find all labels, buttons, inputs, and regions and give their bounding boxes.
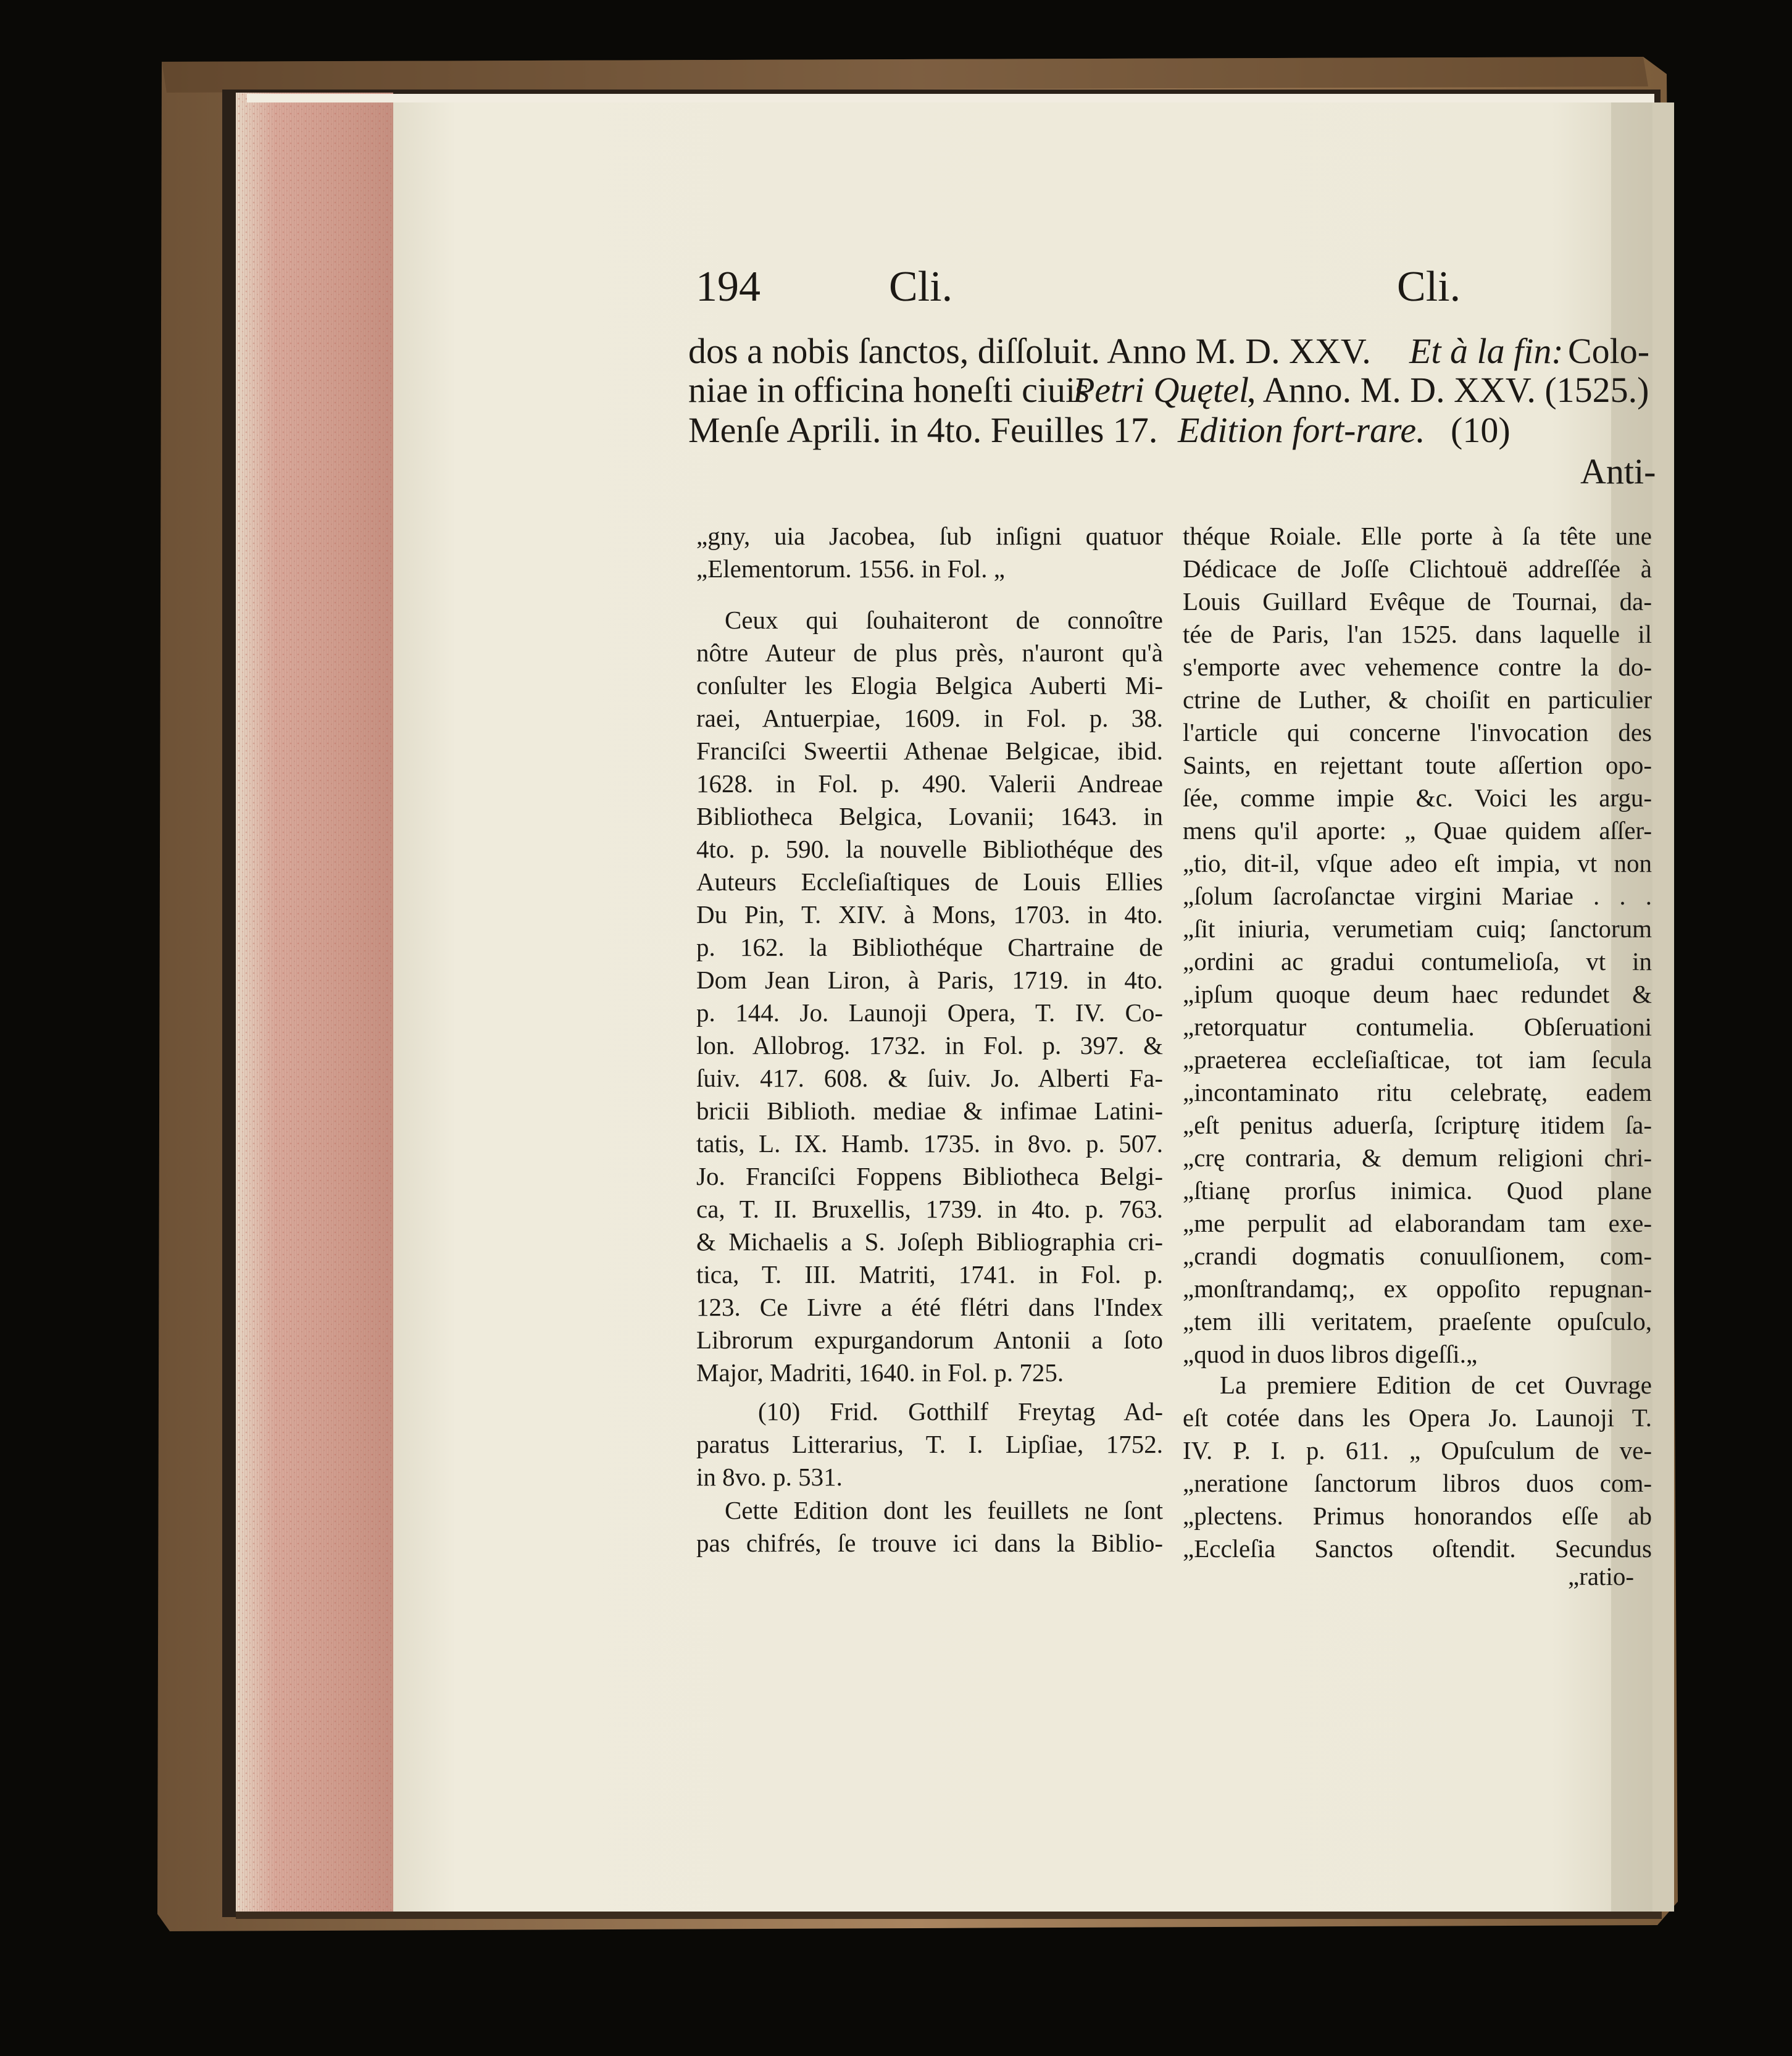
text-line: „monſtrandamq;, ex oppoſito repugnan-: [1183, 1274, 1652, 1303]
text-line: La premiere Edition de cet Ouvrage: [1220, 1371, 1652, 1399]
catchword-anti: Anti-: [1580, 451, 1656, 491]
text-line: Jo. Franciſci Foppens Bibliotheca Belgi-: [696, 1162, 1163, 1190]
text-line: „Elementorum. 1556. in Fol. „: [696, 554, 1005, 583]
text-line: „tio, dit-il, vſque adeo eſt impia, vt non: [1183, 849, 1652, 877]
text-line: tée de Paris, l'an 1525. dans laquelle il: [1183, 620, 1652, 648]
text-line: „crę contraria, & demum religioni chri-: [1183, 1143, 1652, 1172]
text-line: „tem illi veritatem, praeſente opuſculo,: [1183, 1307, 1652, 1335]
left-paragraph-edition: [696, 1494, 1163, 1560]
text-line: tatis, L. IX. Hamb. 1735. in 8vo. p. 507.: [696, 1129, 1163, 1158]
text-line: 123. Ce Livre a été flétri dans l'Index: [696, 1293, 1163, 1321]
text-line: „ipſum quoque deum haec redundet &: [1183, 980, 1652, 1008]
intro-line-1-end: Colo-: [1568, 331, 1650, 371]
text-line: paratus Litterarius, T. I. Lipſiae, 1752.: [696, 1430, 1163, 1458]
text-line: Ceux qui ſouhaiteront de connoître: [725, 606, 1163, 634]
running-head-right: Cli.: [1397, 263, 1461, 311]
text-line: mens qu'il aporte: „ Quae quidem aſſer-: [1183, 816, 1652, 845]
text-line: Dédicace de Joſſe Clichtouë addreſſée à: [1183, 554, 1652, 583]
text-line: „ſit iniuria, verumetiam cuiq; ſanctorum: [1183, 914, 1652, 943]
text-line: raei, Antuerpiae, 1609. in Fol. p. 38.: [696, 704, 1163, 732]
text-line: ca, T. II. Bruxellis, 1739. in 4to. p. 763.: [696, 1195, 1163, 1223]
text-line: Librorum expurgandorum Antonii a ſoto: [696, 1326, 1163, 1354]
text-line: (10) Frid. Gotthilf Freytag Ad-: [758, 1397, 1163, 1426]
text-line: Cette Edition dont les feuillets ne ſont: [725, 1496, 1163, 1524]
text-line: IV. P. I. p. 611. „ Opuſculum de ve-: [1183, 1436, 1652, 1465]
text-line: l'article qui concerne l'invocation des: [1183, 718, 1652, 746]
text-line: „quod in duos libros digeſſi.„: [1183, 1340, 1478, 1368]
text-line: Saints, en rejettant toute aſſertion opo-: [1183, 751, 1652, 779]
text-line: „eſt penitus aduerſa, ſcripturę itidem ſa-: [1183, 1111, 1652, 1139]
text-line: bricii Biblioth. mediae & infimae Latini-: [696, 1097, 1163, 1125]
text-line: in 8vo. p. 531.: [696, 1463, 843, 1491]
catchword-ratio: „ratio-: [1568, 1562, 1634, 1590]
left-footnote: [696, 1395, 1163, 1494]
left-quote-end: [696, 520, 1163, 585]
intro-line-2-name: Petri Quętel: [1073, 370, 1249, 410]
text-line: „ſtianę prorſus inimica. Quod plane: [1183, 1176, 1652, 1205]
page-number: 194: [696, 263, 761, 311]
text-line: ctrine de Luther, & choiſit en particulier: [1183, 685, 1652, 714]
text-line: lon. Allobrog. 1732. in Fol. p. 397. &: [696, 1031, 1163, 1059]
text-line: „crandi dogmatis conuulſionem, com-: [1183, 1242, 1652, 1270]
text-line: Bibliotheca Belgica, Lovanii; 1643. in: [696, 802, 1163, 830]
text-line: Dom Jean Liron, à Paris, 1719. in 4to.: [696, 966, 1163, 994]
intro-line-2-end: , Anno. M. D. XXV. (1525.): [1247, 370, 1649, 410]
text-line: conſulter les Elogia Belgica Auberti Mi-: [696, 671, 1163, 700]
text-line: 1628. in Fol. p. 490. Valerii Andreae: [696, 769, 1163, 798]
text-line: Major, Madriti, 1640. in Fol. p. 725.: [696, 1358, 1064, 1387]
text-line: théque Roiale. Elle porte à ſa tête une: [1183, 522, 1652, 550]
text-line: „retorquatur contumelia. Obſeruationi: [1183, 1013, 1652, 1041]
text-line: Auteurs Eccleſiaſtiques de Louis Ellies: [696, 867, 1163, 896]
text-line: Du Pin, T. XIV. à Mons, 1703. in 4to.: [696, 900, 1163, 929]
intro-line-3: Menſe Aprili. in 4to. Feuilles 17.: [688, 410, 1158, 450]
text-line: Louis Guillard Evêque de Tournai, da-: [1183, 587, 1652, 616]
text-line: „gny, uia Jacobea, ſub inſigni quatuor: [696, 522, 1163, 550]
text-line: & Michaelis a S. Joſeph Bibliographia cri-: [696, 1227, 1163, 1256]
text-line: nôtre Auteur de plus près, n'auront qu'à: [696, 638, 1163, 667]
text-line: ſuiv. 417. 608. & ſuiv. Jo. Alberti Fa-: [696, 1064, 1163, 1092]
footnote-ref: (10): [1451, 410, 1511, 450]
intro-line-3-italic: Edition fort-rare.: [1178, 410, 1425, 450]
text-line: „ordini ac gradui contumelioſa, vt in: [1183, 947, 1652, 976]
text-line: „praeterea eccleſiaſticae, tot iam ſecula: [1183, 1045, 1652, 1074]
left-paragraph-references: [696, 604, 1163, 1389]
text-line: eſt cotée dans les Opera Jo. Launoji T.: [1183, 1403, 1652, 1432]
text-line: „ſolum ſacroſanctae virgini Mariae . . .: [1183, 882, 1652, 910]
intro-line-1-italic: Et à la fin:: [1409, 331, 1564, 371]
right-paragraph-dedication: [1183, 520, 1652, 1371]
text-line: p. 162. la Bibliothéque Chartraine de: [696, 933, 1163, 961]
text-line: p. 144. Jo. Launoji Opera, T. IV. Co-: [696, 998, 1163, 1027]
text-line: pas chifrés, ſe trouve ici dans la Biblio-: [696, 1529, 1163, 1557]
text-line: „Eccleſia Sanctos oſtendit. Secundus: [1183, 1534, 1652, 1563]
intro-line-1: dos a nobis ſanctos, diſſoluit. Anno M. D. XXV.: [688, 331, 1371, 371]
text-line: 4to. p. 590. la nouvelle Bibliothéque des: [696, 835, 1163, 863]
text-line: tica, T. III. Matriti, 1741. in Fol. p.: [696, 1260, 1163, 1289]
text-line: ſée, comme impie &c. Voici les argu-: [1183, 784, 1652, 812]
right-paragraph-first-edition: [1183, 1369, 1652, 1565]
text-line: „me perpulit ad elaborandam tam exe-: [1183, 1209, 1652, 1237]
text-line: s'emporte avec vehemence contre la do-: [1183, 653, 1652, 681]
text-line: „incontaminato ritu celebratę, eadem: [1183, 1078, 1652, 1106]
text-line: „plectens. Primus honorandos eſſe ab: [1183, 1502, 1652, 1530]
text-line: „neratione ſanctorum libros duos com-: [1183, 1469, 1652, 1497]
text-line: Franciſci Sweertii Athenae Belgicae, ibid.: [696, 737, 1163, 765]
intro-line-2: niae in officina honeſti ciuis: [688, 370, 1090, 410]
running-head-left: Cli.: [889, 263, 953, 311]
